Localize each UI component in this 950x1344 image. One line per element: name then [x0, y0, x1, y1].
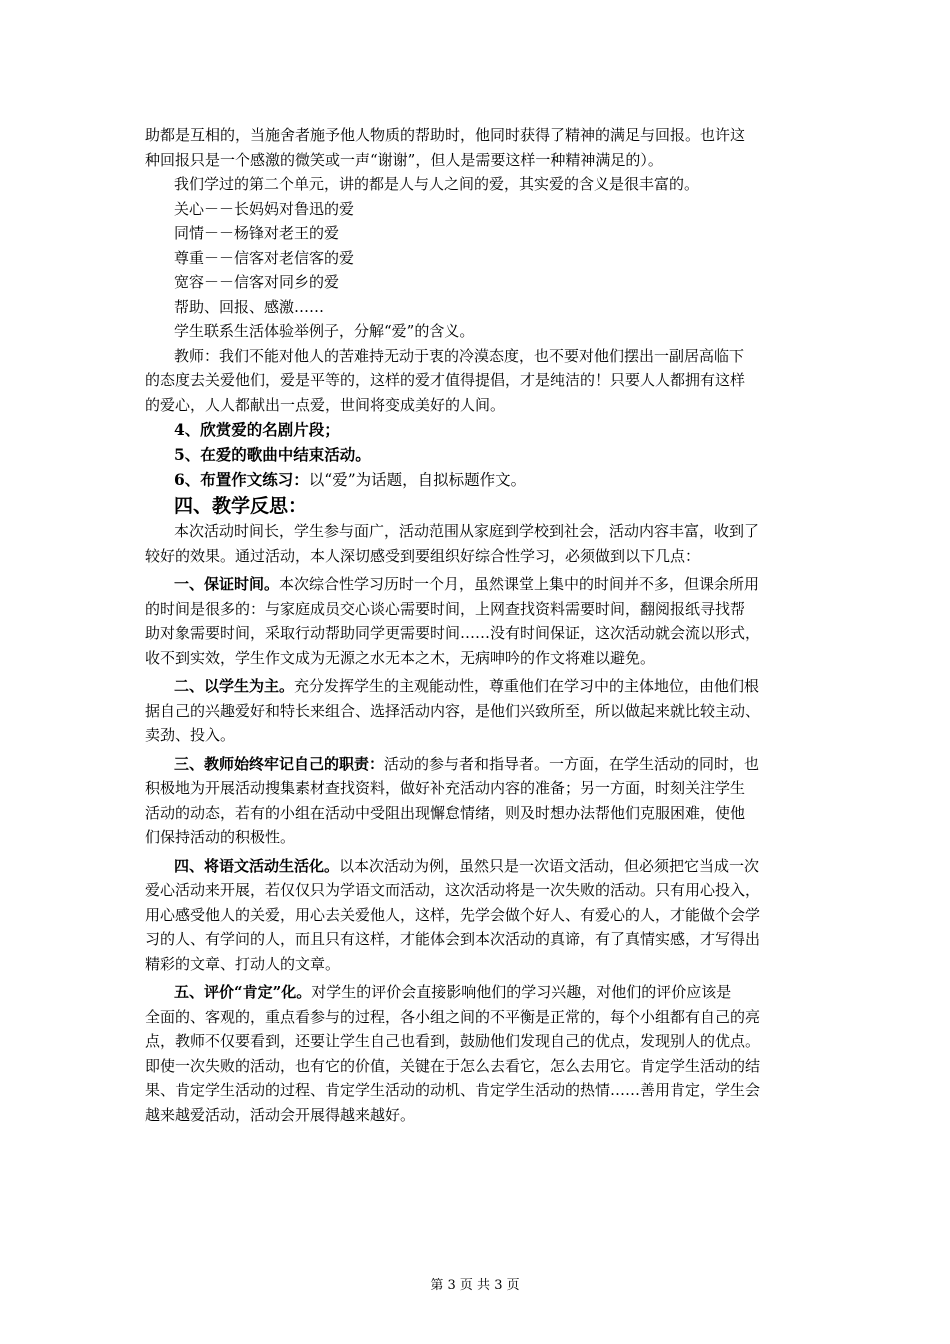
love-item: 帮助、回报、感激……: [174, 297, 325, 316]
body-line: 即使一次失败的活动，也有它的价值，关键在于怎么去看它，怎么去用它。肯定学生活动的结: [145, 1056, 761, 1075]
love-item: 同情－－杨锋对老王的爱: [174, 224, 340, 242]
point-first-line: [145, 674, 810, 699]
point-first-line: [145, 572, 810, 597]
love-item: 尊重－－信客对老信客的爱: [174, 248, 355, 267]
body-line: 的态度去关爱他们，爱是平等的，这样的爱才值得提倡，才是纯洁的！只要人人都拥有这样: [145, 371, 746, 389]
love-item: 宽容－－信客对同乡的爱: [174, 273, 340, 291]
step-heading: [145, 467, 810, 493]
point-title: 一、保证时间。: [174, 575, 280, 593]
page-content: [145, 123, 810, 1127]
step-label: 6、布置作文练习：: [174, 470, 309, 489]
page-footer: 第 3 页 共 3 页: [430, 1278, 520, 1293]
body-line: 助都是互相的，当施舍者施予他人物质的帮助时，他同时获得了精神的满足与回报。也许这: [145, 126, 746, 144]
point-text: 以本次活动为例，虽然只是一次语文活动，但必须把它当成一次: [339, 856, 760, 875]
body-line: 据自己的兴趣爱好和特长来组合、选择活动内容，是他们兴致所至，所以做起来就比较主动、: [145, 701, 761, 720]
point-first-line: [145, 752, 810, 777]
body-line: 教师：我们不能对他人的苦难持无动于衷的冷漠态度，也不要对他们摆出一副居高临下: [174, 346, 745, 365]
body-line: 卖劲、投入。: [145, 726, 236, 744]
point-title: 五、评价“肯定”化。: [174, 983, 312, 1001]
body-line: 果、肯定学生活动的过程、肯定学生活动的动机、肯定学生活动的热情……善用肯定，学生会: [145, 1081, 761, 1099]
body-line: 越来越爱活动，活动会开展得越来越好。: [145, 1105, 416, 1124]
body-line: 用心感受他人的关爱，用心去关爱他人，这样，先学会做个好人、有爱心的人，才能做个会学: [145, 905, 761, 924]
step-heading: 5、在爱的歌曲中结束活动。: [174, 445, 371, 464]
point-first-line: [145, 980, 810, 1005]
point-title: 二、以学生为主。: [174, 677, 295, 695]
body-line: 精彩的文章、打动人的文章。: [145, 954, 341, 973]
body-line: 收不到实效，学生作文成为无源之水无本之木，无病呻吟的作文将难以避免。: [145, 648, 656, 667]
body-line: 种回报只是一个感激的微笑或一声“谢谢”，但人是需要这样一种精神满足的）。: [145, 150, 663, 169]
body-line: 积极地为开展活动搜集素材查找资料，做好补充活动内容的准备；另一方面，时刻关注学生: [145, 779, 746, 797]
point-text: 本次综合性学习历时一个月，虽然课堂上集中的时间并不多，但课余所用: [279, 575, 760, 593]
body-line: 点，教师不仅要看到，还要让学生自己也看到，鼓励他们发现自己的优点，发现别人的优点。: [145, 1032, 761, 1050]
section-heading: 四、教学反思：: [174, 495, 308, 517]
body-line: 我们学过的第二个单元，讲的都是人与人之间的爱，其实爱的含义是很丰富的。: [174, 175, 700, 193]
point-text: 充分发挥学生的主观能动性，尊重他们在学习中的主体地位，由他们根: [294, 677, 760, 695]
body-line: 学生联系生活体验举例子，分解“爱”的含义。: [174, 322, 475, 340]
body-line: 们保持活动的积极性。: [145, 828, 296, 846]
step-text: 以“爱”为话题，自拟标题作文。: [308, 471, 527, 489]
body-line: 活动的动态，若有的小组在活动中受阻出现懈怠情绪，则及时想办法帮他们克服困难，使他: [145, 803, 746, 822]
body-line: 本次活动时间长，学生参与面广，活动范围从家庭到学校到社会，活动内容丰富，收到了: [174, 522, 760, 540]
point-text: 对学生的评价会直接影响他们的学习兴趣，对他们的评价应该是: [311, 983, 732, 1001]
body-line: 助对象需要时间，采取行动帮助同学更需要时间……没有时间保证，这次活动就会流以形式，: [145, 624, 761, 642]
body-line: 爱心活动来开展，若仅仅只为学语文而活动，这次活动将是一次失败的活动。只有用心投入，: [145, 881, 761, 899]
point-first-line: [145, 854, 810, 879]
step-heading: 4、欣赏爱的名剧片段；: [174, 420, 340, 439]
point-title: 三、教师始终牢记自己的职责：: [174, 754, 385, 773]
point-text: 活动的参与者和指导者。一方面，在学生活动的同时，也: [384, 754, 760, 773]
body-line: 习的人、有学问的人，而且只有这样，才能体会到本次活动的真谛，有了真情实感，才写得出: [145, 930, 761, 948]
point-title: 四、将语文活动生活化。: [174, 856, 340, 875]
body-line: 的时间是很多的：与家庭成员交心谈心需要时间，上网查找资料需要时间，翻阅报纸寻找帮: [145, 599, 746, 618]
body-line: 较好的效果。通过活动，本人深切感受到要组织好综合性学习，必须做到以下几点：: [145, 546, 701, 565]
body-line: 的爱心，人人都献出一点爱，世间将变成美好的人间。: [145, 395, 506, 414]
body-line: 全面的、客观的，重点看参与的过程，各小组之间的不平衡是正常的，每个小组都有自己的亮: [145, 1007, 761, 1026]
love-item: 关心－－长妈妈对鲁迅的爱: [174, 199, 355, 218]
